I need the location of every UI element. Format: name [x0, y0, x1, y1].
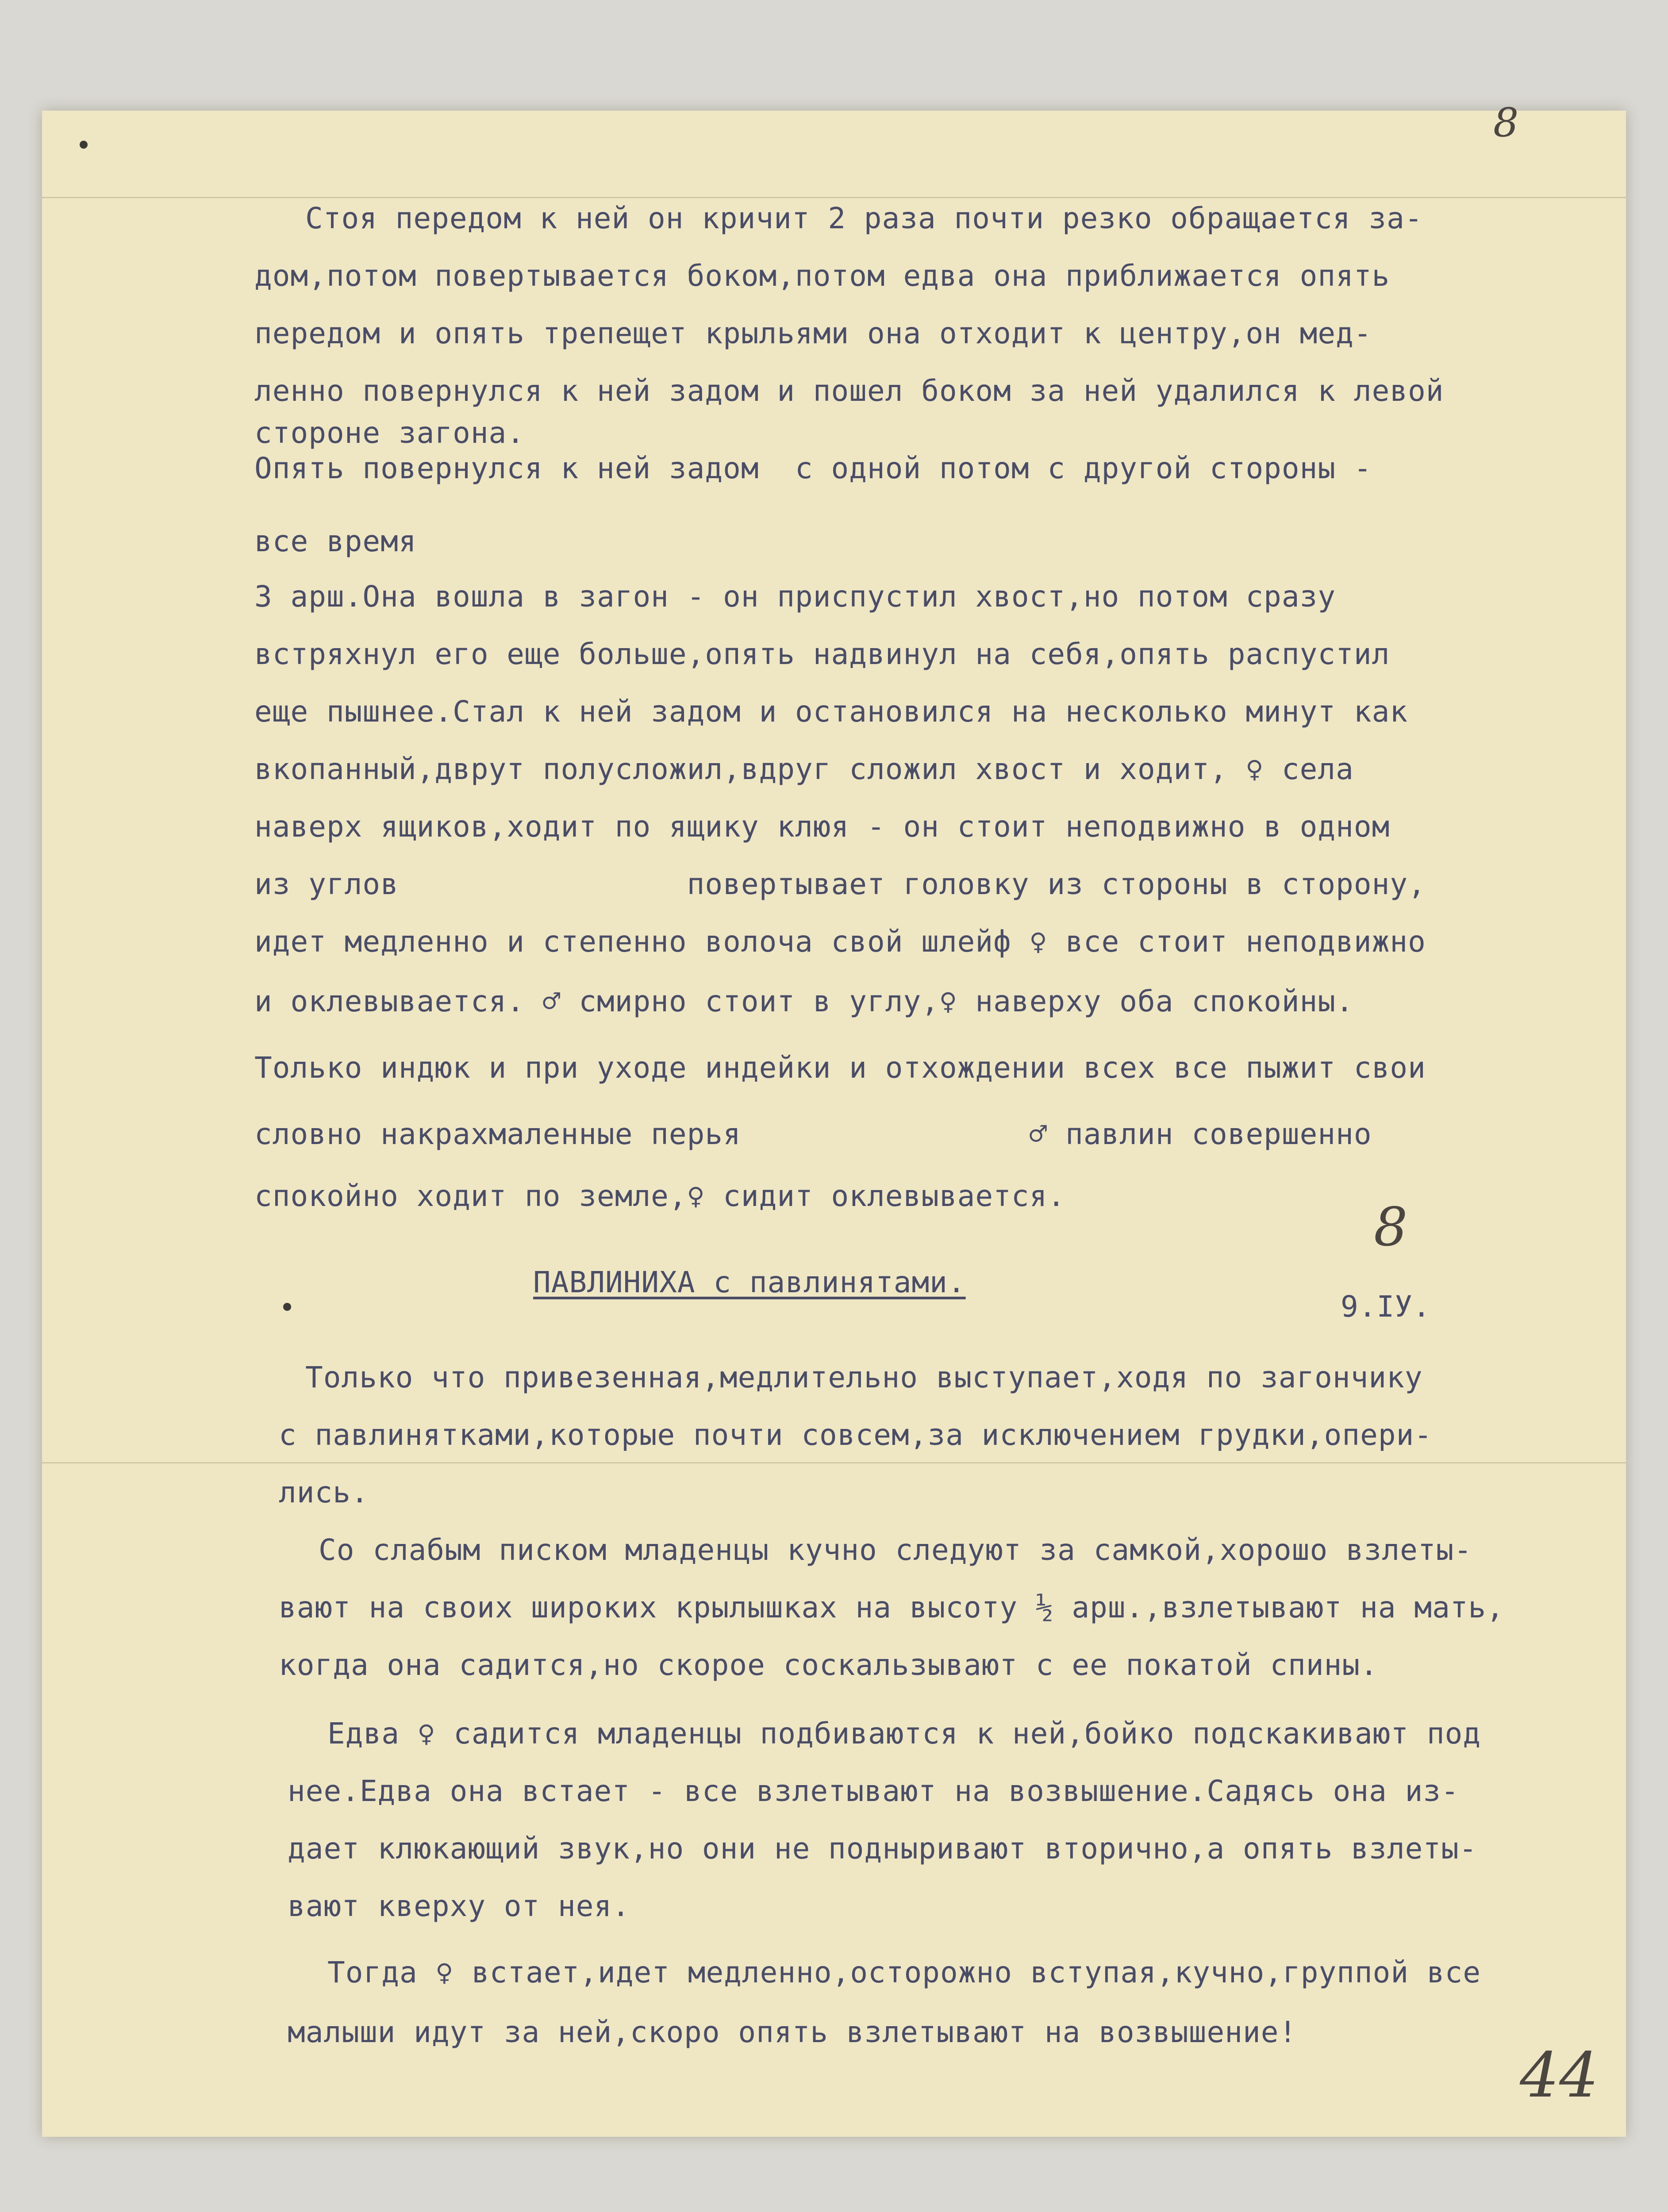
text-line: передом и опять трепещет крыльями она отходит к центру,он мед- [254, 316, 1372, 350]
fold-line [42, 1462, 1626, 1463]
archive-number: 44 [1520, 2039, 1599, 2112]
text-line: Опять повернулся к ней задом с одной потом с другой стороны - [254, 451, 1372, 485]
text-line: наверх ящиков,ходит по ящику клюя - он стоит неподвижно в одном [254, 810, 1390, 844]
text-line: и оклевывается. ♂ смирно стоит в углу,♀ наверху оба спокойны. [254, 984, 1354, 1018]
text-line: все время [254, 524, 417, 558]
text-line: когда она садится,но скорое соскальзывают с ее покатой спины. [279, 1648, 1378, 1682]
text-line: Со слабым писком младенцы кучно следуют за самкой,хорошо взлеты- [319, 1533, 1472, 1567]
date: 9.IУ. [1341, 1290, 1431, 1324]
text-line: лись. [279, 1475, 369, 1509]
text-line: Только индюк и при уходе индейки и отхождении всех все пыжит свои [254, 1051, 1426, 1085]
text-line: спокойно ходит по земле,♀ сидит оклевывается. [254, 1179, 1066, 1213]
text-line: словно накрахмаленные перья ♂ павлин совершенно [254, 1117, 1372, 1151]
text-line: вкопанный,дврут полусложил,вдруг сложил хвост и ходит, ♀ села [254, 752, 1354, 786]
text-line: ленно повернулся к ней задом и пошел боком за ней удалился к левой [254, 374, 1444, 408]
text-line: идет медленно и степенно волоча свой шлейф ♀ все стоит неподвижно [254, 925, 1426, 959]
punch-hole [80, 141, 88, 149]
text-line: вают кверху от нея. [288, 1889, 630, 1923]
text-line: Только что привезенная,медлительно выступает,ходя по загончику [305, 1360, 1423, 1394]
text-line: Стоя передом к ней он кричит 2 раза почти резко обращается за- [305, 201, 1423, 235]
section-heading: ПАВЛИНИХА с павлинятами. [533, 1265, 966, 1299]
text-line: из углов повертывает головку из стороны в сторону, [254, 867, 1426, 901]
fold-line [42, 197, 1626, 198]
punch-hole [283, 1303, 291, 1311]
text-line: Тогда ♀ встает,идет медленно,осторожно вступая,кучно,группой все [327, 1955, 1481, 1989]
text-line: с павлинятками,которые почти совсем,за исключением грудки,опери- [279, 1418, 1433, 1452]
text-line: вают на своих широких крылышках на высоту ½ арш.,взлетывают на мать, [279, 1590, 1505, 1624]
text-line: еще пышнее.Стал к ней задом и остановился на несколько минут как [254, 695, 1408, 729]
text-line: 3 арш.Она вошла в загон - он приспустил хвост,но потом сразу [254, 580, 1336, 614]
text-line: дом,потом повертывается боком,потом едва она приближается опять [254, 259, 1390, 293]
text-line: встряхнул его еще больше,опять надвинул на себя,опять распустил [254, 637, 1390, 671]
text-line: малыши идут за ней,скоро опять взлетывают на возвышение! [288, 2015, 1297, 2049]
text-line: стороне загона. [254, 416, 525, 450]
text-line: Едва ♀ садится младенцы подбиваются к ней,бойко подскакивают под [327, 1717, 1481, 1751]
margin-mark: 8 [1374, 1197, 1408, 1258]
page-number: 8 [1493, 100, 1519, 146]
text-line: дает клюкающий звук,но они не подныривают вторично,а опять взлеты- [288, 1832, 1477, 1866]
text-line: нее.Едва она встает - все взлетывают на возвышение.Садясь она из- [288, 1774, 1459, 1808]
